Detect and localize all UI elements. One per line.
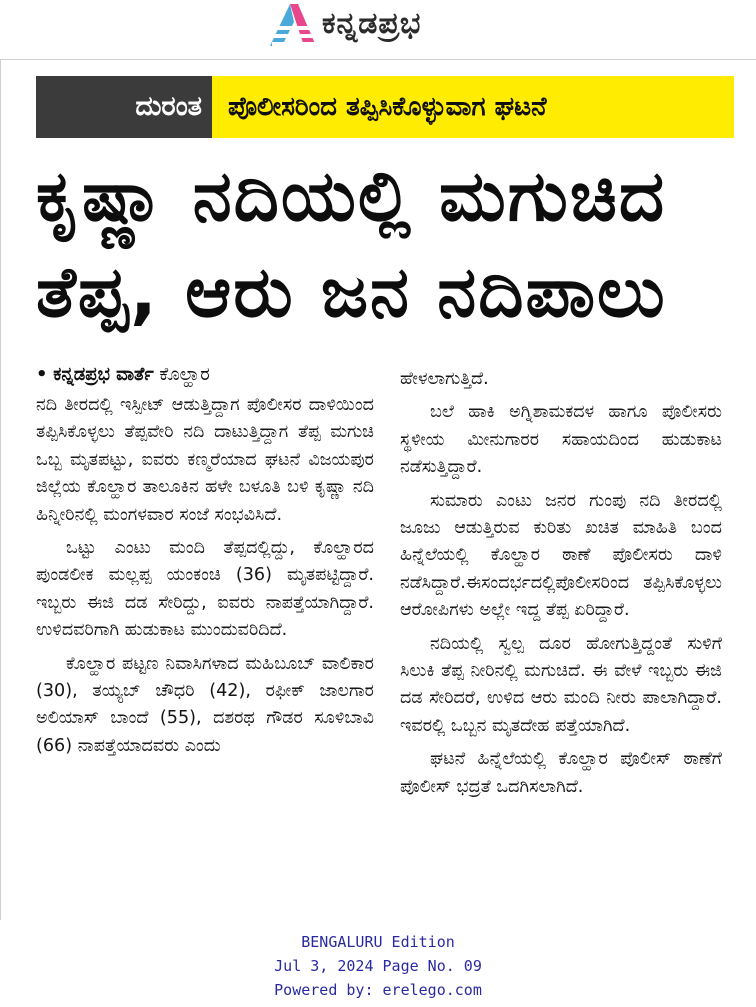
headline-line-1: ಕೃಷ್ಣಾ ನದಿಯಲ್ಲಿ ಮಗುಚಿದ [36, 155, 667, 237]
masthead [0, 0, 756, 60]
kannadaprabha-logo-icon [268, 4, 318, 48]
article-paragraph: ಕೊಲ್ಹಾರ ಪಟ್ಟಣ ನಿವಾಸಿಗಳಾದ ಮಹಿಬೂಬ್ ವಾಲಿಕಾರ (30), ತಯ್ಯಬ್ ಚೌಧರಿ (42), ರಫೀಕ್ ಜಾಲಗಾರ ಅಲಿಯಾಸ್ ಬಾಂದೆ (55), ದಶರಥ ಗೌಡರ ಸೂಳಿಬಾವಿ (66) ನಾಪತ್ತೆಯಾದವರು ಎಂದು [36, 653, 374, 756]
article-column-right [400, 366, 722, 807]
byline-place: ಕೊಲ್ಹಾರ [159, 364, 210, 385]
kicker-label: ದುರಂತ [36, 76, 212, 138]
article-paragraph: ಸುಮಾರು ಎಂಟು ಜನರ ಗುಂಪು ನದಿ ತೀರದಲ್ಲಿ ಜೂಜು ಆಡುತ್ತಿರುವ ಕುರಿತು ಖಚಿತ ಮಾಹಿತಿ ಬಂದ ಹಿನ್ನೆಲೆಯಲ್ಲಿ ಕೊಲ್ಹಾರ ಠಾಣೆ ಪೊಲೀಸರು ದಾಳಿ ನಡೆಸಿದ್ದಾರೆ.ಈಸಂದರ್ಭದಲ್ಲಿಪೊಲೀಸರಿಂದ ತಪ್ಪಿಸಿಕೊಳ್ಳಲು ಆರೋಪಿಗಳು ಅಲ್ಲೇ ಇದ್ದ ತೆಪ್ಪ ಏರಿದ್ದಾರೆ. [400, 490, 722, 621]
byline [36, 362, 376, 388]
kicker-bar [36, 76, 734, 138]
byline-agency: ಕನ್ನಡಪ್ರಭ ವಾರ್ತೆ [53, 364, 154, 385]
article-paragraph: ನದಿ ತೀರದಲ್ಲಿ ಇಸ್ಪೀಟ್ ಆಡುತ್ತಿದ್ದಾಗ ಪೊಲೀಸರ ದಾಳಿಯಿಂದ ತಪ್ಪಿಸಿಕೊಳ್ಳಲು ತೆಪ್ಪವೇರಿ ನದಿ ದಾಟುತ್ತಿದ್ದಾಗ ತೆಪ್ಪ ಮಗುಚಿ ಒಬ್ಬ ಮೃತಪಟ್ಟು, ಐವರು ಕಣ್ಮರೆಯಾದ ಘಟನೆ ವಿಜಯಪುರ ಜಿಲ್ಲೆಯ ಕೊಲ್ಹಾರ ತಾಲೂಕಿನ ಹಳೇ ಬಳೂತಿ ಬಳಿ ಕೃಷ್ಣಾ ನದಿ ಹಿನ್ನೀರಿನಲ್ಲಿ ಮಂಗಳವಾರ ಸಂಜೆ ಸಂಭವಿಸಿದೆ. [36, 395, 374, 525]
masthead-divider [0, 59, 756, 60]
article-paragraph: ನದಿಯಲ್ಲಿ ಸ್ವಲ್ಪ ದೂರ ಹೋಗುತ್ತಿದ್ದಂತೆ ಸುಳಿಗೆ ಸಿಲುಕಿ ತೆಪ್ಪ ನೀರಿನಲ್ಲಿ ಮಗುಚಿದೆ. ಈ ವೇಳೆ ಇಬ್ಬರು ಈಜಿ ದಡ ಸೇರಿದರೆ, ಉಳಿದ ಆರು ಮಂದಿ ನೀರು ಪಾಲಾಗಿದ್ದಾರೆ. ಇವರಲ್ಲಿ ಒಬ್ಬನ ಮೃತದೇಹ ಪತ್ತೆಯಾಗಿದೆ. [400, 633, 722, 736]
headline-line-2: ತೆಪ್ಪ, ಆರು ಜನ ನದಿಪಾಲು [36, 251, 667, 333]
article-paragraph: ಒಟ್ಟು ಎಂಟು ಮಂದಿ ತೆಪ್ಪದಲ್ಲಿದ್ದು, ಕೊಲ್ಹಾರದ ಪುಂಡಲೀಕ ಮಲ್ಲಪ್ಪ ಯಂಕಂಚಿ (36) ಮೃತಪಟ್ಟಿದ್ದಾರೆ. ಇಬ್ಬರು ಈಜಿ ದಡ ಸೇರಿದ್ದು, ಐವರು ನಾಪತ್ತೆಯಾಗಿದ್ದಾರೆ. ಉಳಿದವರಿಗಾಗಿ ಹುಡುಕಾಟ ಮುಂದುವರಿದಿದೆ. [36, 538, 374, 641]
article-column-left [36, 392, 374, 766]
footer-date-page: Jul 3, 2024 Page No. 09 [274, 957, 482, 975]
footer-edition: BENGALURU Edition [301, 933, 455, 951]
byline-bullet: • [36, 364, 48, 385]
page-border [0, 60, 1, 920]
article-paragraph: ಘಟನೆ ಹಿನ್ನೆಲೆಯಲ್ಲಿ ಕೊಲ್ಹಾರ ಪೊಲೀಸ್ ಠಾಣೆಗೆ ಪೊಲೀಸ್ ಭದ್ರತೆ ಒದಗಿಸಲಾಗಿದೆ. [400, 749, 722, 797]
kicker-subhead: ಪೊಲೀಸರಿಂದ ತಪ್ಪಿಸಿಕೊಳ್ಳುವಾಗ ಘಟನೆ [212, 76, 734, 138]
article-paragraph: ಬಲೆ ಹಾಕಿ ಅಗ್ನಿಶಾಮಕದಳ ಹಾಗೂ ಪೊಲೀಸರು ಸ್ಥಳೀಯ ಮೀನುಗಾರರ ಸಹಾಯದಿಂದ ಹುಡುಕಾಟ ನಡೆಸುತ್ತಿದ್ದಾರೆ. [400, 402, 722, 478]
article-paragraph: ಹೇಳಲಾಗುತ್ತಿದೆ. [400, 369, 489, 389]
headline [36, 148, 736, 340]
edition-footer [0, 930, 756, 1002]
footer-powered-by: Powered by: erelego.com [274, 981, 482, 999]
masthead-logo-text: ಕನ್ನಡಪ್ರಭ [322, 6, 422, 41]
